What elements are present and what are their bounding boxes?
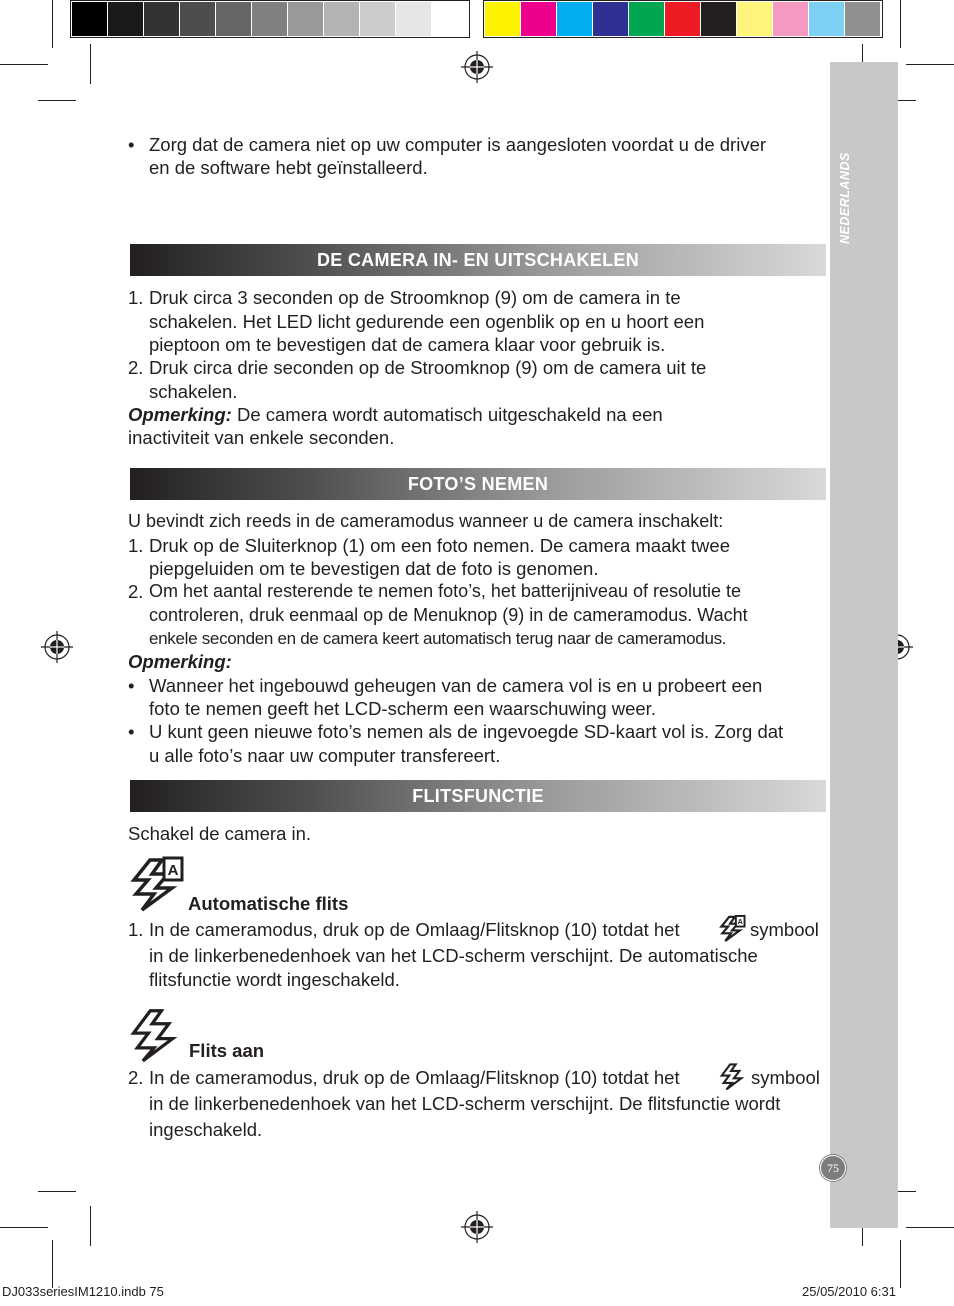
power-note bbox=[128, 403, 663, 427]
color-swatch bbox=[432, 2, 467, 36]
color-swatch bbox=[216, 2, 251, 36]
svg-text:A: A bbox=[737, 917, 743, 927]
color-swatch bbox=[485, 2, 520, 36]
photos-item2-line2: controleren, druk eenmaal op de Menuknop (9) in de cameramodus. Wacht bbox=[149, 605, 748, 625]
power-item1-line1: Druk circa 3 seconden op de Stroomknop (9) om de camera in te bbox=[149, 287, 681, 308]
svg-text:A: A bbox=[167, 862, 179, 879]
section-heading-power: DE CAMERA IN- EN UITSCHAKELEN bbox=[130, 244, 826, 276]
item-number: 1. bbox=[128, 919, 144, 940]
item-number: 1. bbox=[128, 535, 144, 556]
flash-item1-line2: in de linkerbenedenhoek van het LCD-scherm verschijnt. De automatische bbox=[149, 945, 758, 966]
color-swatch bbox=[809, 2, 844, 36]
photos-bullet1-line1: Wanneer het ingebouwd geheugen van de camera vol is en u probeert een bbox=[149, 675, 763, 696]
color-swatch bbox=[360, 2, 395, 36]
flash-on-title: Flits aan bbox=[189, 1040, 265, 1061]
item-number: 2. bbox=[128, 1067, 144, 1088]
auto-flash-icon bbox=[128, 854, 184, 912]
photos-bullet1-line2: foto te nemen geeft het LCD-scherm een waarschuwing weer. bbox=[149, 698, 656, 719]
color-swatch bbox=[108, 2, 143, 36]
registration-mark-left-icon bbox=[40, 630, 74, 664]
note-label: Opmerking: bbox=[128, 404, 232, 425]
photos-item2-line3: enkele seconden en de camera keert automatisch terug naar de cameramodus. bbox=[149, 629, 727, 648]
photos-item2-line1: Om het aantal resterende te nemen foto’s, het batterijniveau of resolutie te bbox=[149, 581, 742, 601]
color-swatch bbox=[629, 2, 664, 36]
item-number: 1. bbox=[128, 287, 144, 308]
photos-item1-line1: Druk op de Sluiterknop (1) om een foto nemen. De camera maakt twee bbox=[149, 535, 730, 556]
color-swatch bbox=[252, 2, 287, 36]
auto-flash-title: Automatische flits bbox=[188, 893, 349, 914]
registration-mark-bottom-icon bbox=[460, 1210, 494, 1244]
footer-file-info: DJ033seriesIM1210.indb 75 bbox=[2, 1284, 164, 1299]
note-text: De camera wordt automatisch uitgeschakeld na een bbox=[231, 404, 663, 425]
color-swatch bbox=[521, 2, 556, 36]
photos-item1-line2: piepgeluiden om te bevestigen dat de foto is genomen. bbox=[149, 558, 599, 579]
power-item2-line1: Druk circa drie seconden op de Stroomknop (9) om de camera uit te bbox=[149, 357, 707, 378]
flash-item2-line3: ingeschakeld. bbox=[149, 1119, 263, 1140]
color-swatch bbox=[396, 2, 431, 36]
intro-line-1: Zorg dat de camera niet op uw computer is aangesloten voordat u de driver bbox=[149, 134, 767, 155]
color-swatch bbox=[557, 2, 592, 36]
footer-date: 25/05/2010 6:31 bbox=[802, 1284, 896, 1299]
power-note-line2: inactiviteit van enkele seconden. bbox=[128, 427, 395, 448]
item-number: 2. bbox=[128, 581, 144, 602]
item-number: 2. bbox=[128, 357, 144, 378]
bullet-glyph: • bbox=[128, 675, 135, 696]
flash-on-icon bbox=[128, 1006, 180, 1062]
section-heading-flash: FLITSFUNCTIE bbox=[130, 780, 826, 812]
power-item1-line2: schakelen. Het LED licht gedurende een ogenblik op en u hoort een bbox=[149, 311, 705, 332]
color-swatch bbox=[593, 2, 628, 36]
flash-item2-line2: in de linkerbenedenhoek van het LCD-scherm verschijnt. De flitsfunctie wordt bbox=[149, 1093, 781, 1114]
flash-item2-line1a: In de cameramodus, druk op de Omlaag/Flitsknop (10) totdat het bbox=[149, 1067, 680, 1088]
registration-mark-top-icon bbox=[460, 50, 494, 84]
power-item1-line3: pieptoon om te bevestigen dat de camera klaar voor gebruik is. bbox=[149, 334, 666, 355]
bullet-glyph: • bbox=[128, 134, 135, 155]
page-number: 75 bbox=[820, 1155, 846, 1181]
flash-intro: Schakel de camera in. bbox=[128, 823, 312, 844]
photos-intro: U bevindt zich reeds in de cameramodus wanneer u de camera inschakelt: bbox=[128, 511, 724, 531]
photos-bullet2-line2: u alle foto’s naar uw computer transfereert. bbox=[149, 745, 501, 766]
color-swatch bbox=[845, 2, 880, 36]
photos-note-label: Opmerking: bbox=[128, 651, 232, 672]
color-swatch bbox=[665, 2, 700, 36]
color-swatch bbox=[72, 2, 107, 36]
power-item2-line2: schakelen. bbox=[149, 381, 238, 402]
color-swatch bbox=[180, 2, 215, 36]
color-swatch bbox=[288, 2, 323, 36]
language-label: NEDERLANDS bbox=[838, 152, 852, 244]
intro-line-2: en de software hebt geïnstalleerd. bbox=[149, 157, 428, 178]
flash-item1-line1a: In de cameramodus, druk op de Omlaag/Flitsknop (10) totdat het bbox=[149, 919, 680, 940]
color-swatch bbox=[324, 2, 359, 36]
photos-bullet2-line1: U kunt geen nieuwe foto’s nemen als de ingevoegde SD-kaart vol is. Zorg dat bbox=[149, 721, 784, 742]
bullet-glyph: • bbox=[128, 721, 135, 742]
color-swatch bbox=[144, 2, 179, 36]
flash-item2-line1b: symbool bbox=[751, 1067, 820, 1088]
section-heading-photos: FOTO’S NEMEN bbox=[130, 468, 826, 500]
flash-on-inline-icon bbox=[719, 1062, 745, 1090]
color-swatch bbox=[773, 2, 808, 36]
flash-item1-line1b: symbool bbox=[750, 919, 819, 940]
color-swatch bbox=[701, 2, 736, 36]
flash-item1-line3: flitsfunctie wordt ingeschakeld. bbox=[149, 969, 400, 990]
auto-flash-inline-icon bbox=[718, 914, 746, 942]
color-swatch bbox=[737, 2, 772, 36]
